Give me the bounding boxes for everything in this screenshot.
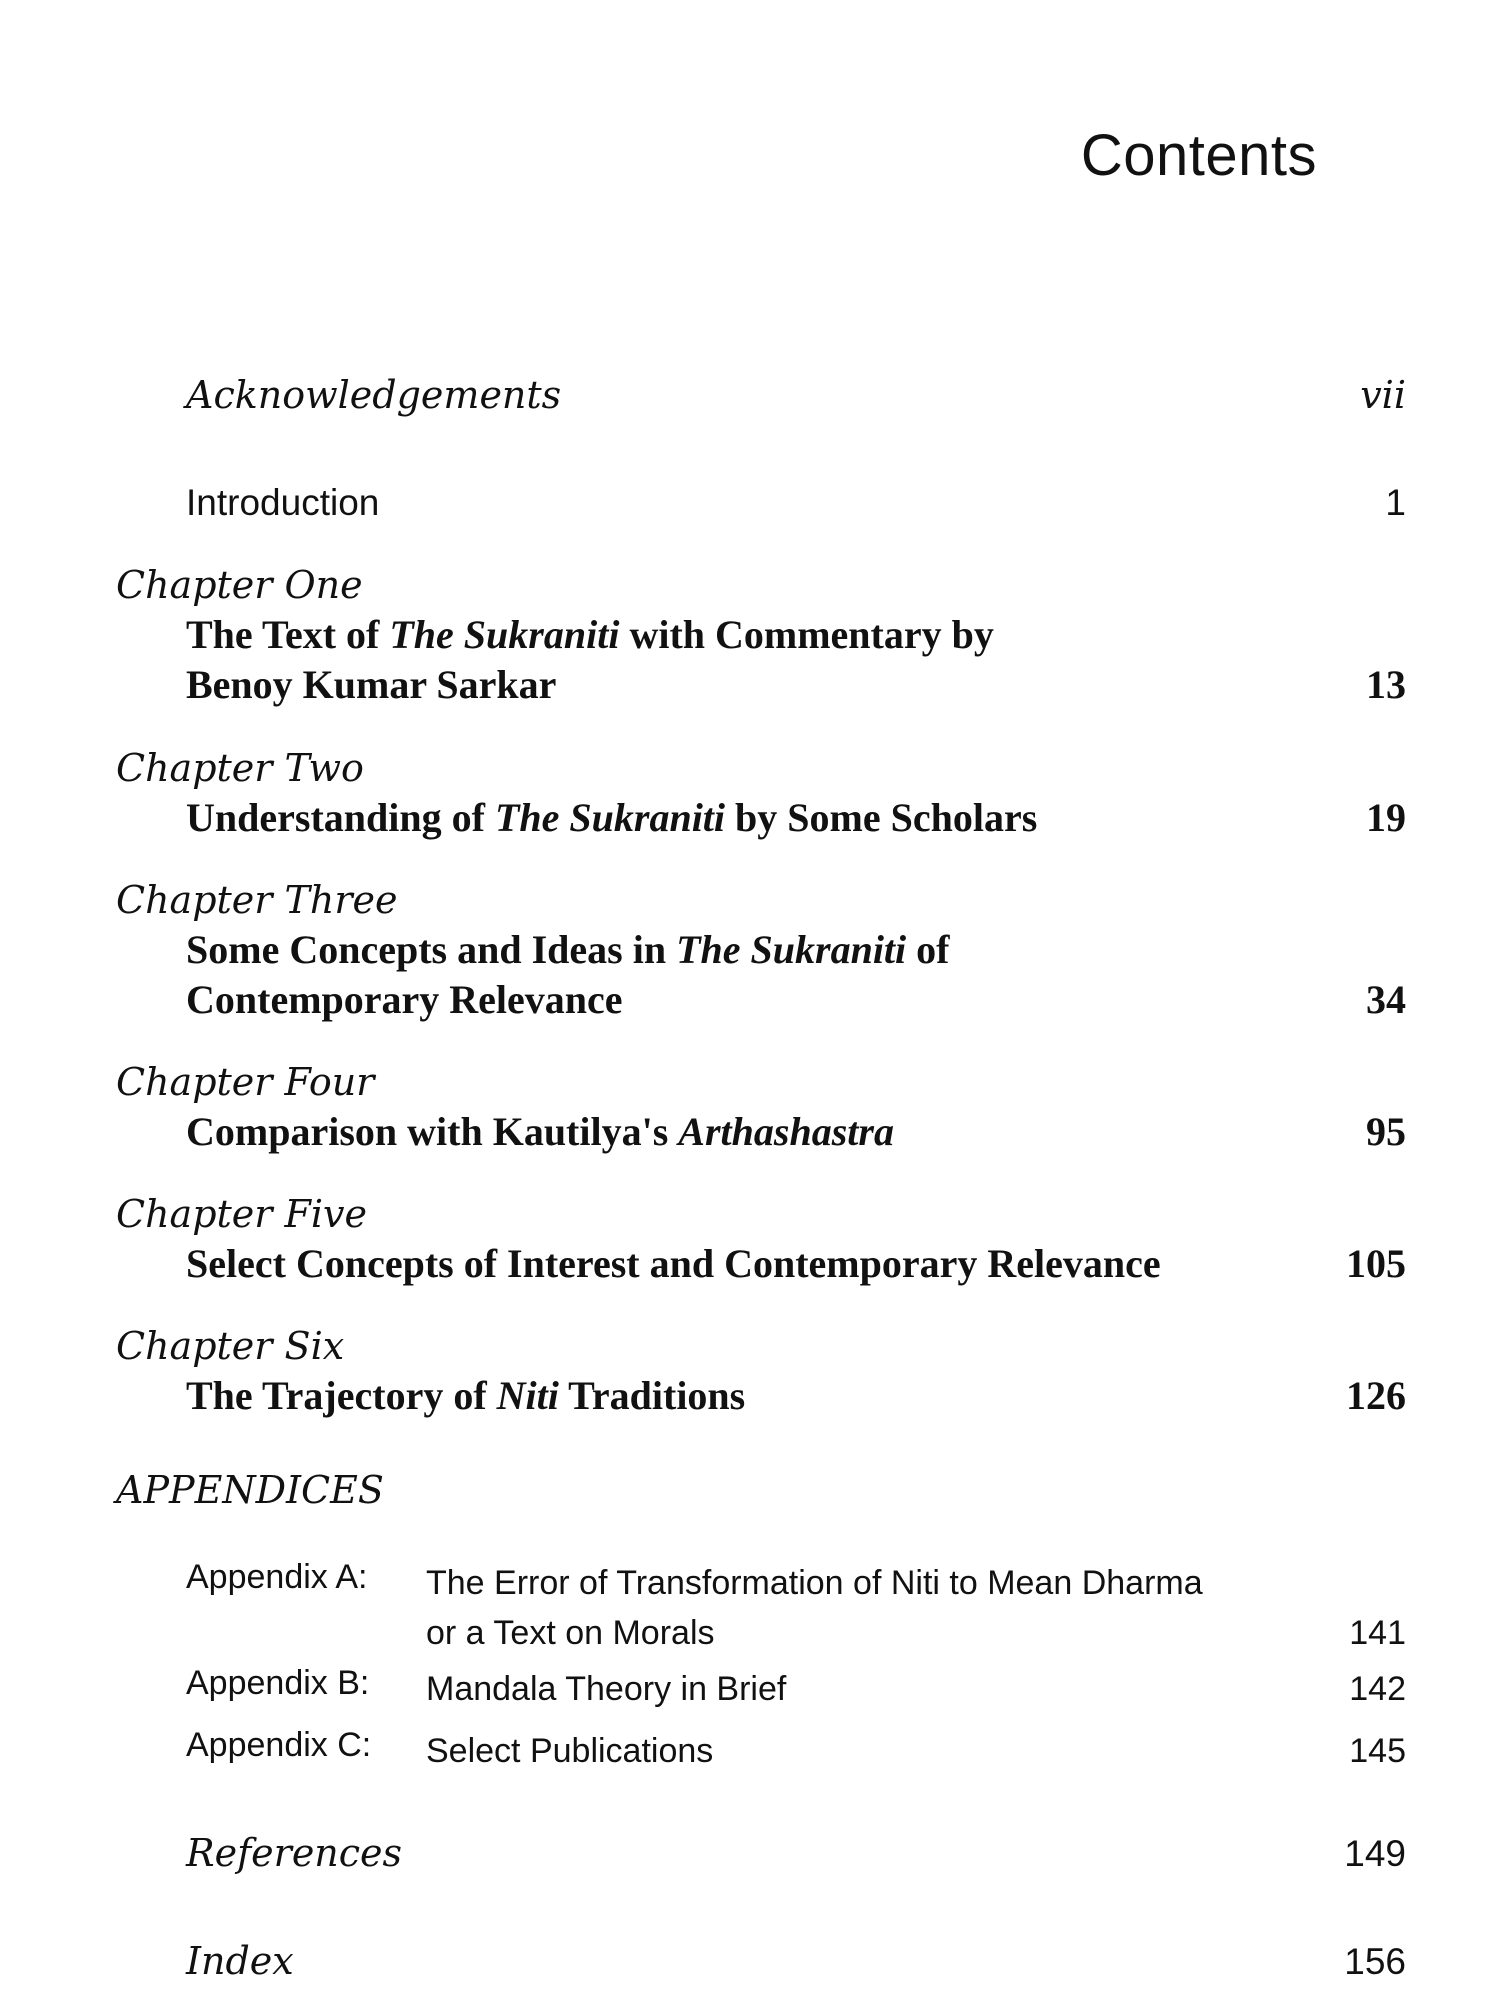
appendix-page: 141 — [1349, 1614, 1406, 1652]
chapter-title: The Trajectory of Niti Traditions 126 — [116, 1371, 1406, 1421]
chapter-label: Chapter Three — [116, 878, 398, 922]
entry-label: Introduction — [186, 482, 380, 523]
entry-page: 149 — [1344, 1833, 1406, 1874]
chapter-label: Chapter Two — [116, 746, 364, 790]
chapter-page: 13 — [1366, 662, 1406, 707]
toc-entry-index[interactable] — [186, 1936, 1406, 1987]
toc-chapter-three[interactable] — [116, 875, 1406, 1025]
entry-label: Acknowledgements — [186, 373, 562, 417]
chapter-title: Select Concepts of Interest and Contemporary Relevance 105 — [116, 1239, 1406, 1289]
toc-appendix-c[interactable] — [186, 1726, 1406, 1776]
entry-label: Index — [186, 1939, 294, 1983]
appendix-title-line1: The Error of Transformation of Niti to Mean Dharma — [426, 1564, 1203, 1602]
entry-page: vii — [1360, 373, 1406, 417]
appendix-page: 142 — [1349, 1670, 1406, 1708]
chapter-title: Understanding of The Sukraniti by Some Scholars 19 — [116, 793, 1406, 843]
chapter-page: 19 — [1366, 795, 1406, 840]
chapter-page: 105 — [1346, 1241, 1406, 1286]
chapter-label: Chapter One — [116, 563, 363, 607]
appendix-label: Appendix C: — [186, 1726, 372, 1764]
toc-entry-introduction[interactable] — [186, 478, 1406, 528]
entry-label: References — [186, 1831, 403, 1875]
entry-page: 1 — [1385, 482, 1406, 523]
toc-chapter-five[interactable] — [116, 1189, 1406, 1289]
toc-chapter-one[interactable] — [116, 560, 1406, 710]
appendix-label: Appendix B: — [186, 1664, 370, 1702]
toc-chapter-six[interactable] — [116, 1321, 1406, 1421]
page-title: Contents — [1080, 123, 1317, 188]
chapter-label: Chapter Four — [116, 1060, 375, 1104]
toc-chapter-four[interactable] — [116, 1057, 1406, 1157]
chapter-page: 95 — [1366, 1109, 1406, 1154]
chapter-page: 126 — [1346, 1373, 1406, 1418]
appendix-label: Appendix A: — [186, 1558, 368, 1596]
toc-appendix-a[interactable] — [186, 1558, 1406, 1658]
toc-appendix-b[interactable] — [186, 1664, 1406, 1714]
chapter-title: Comparison with Kautilya's Arthashastra 95 — [116, 1107, 1406, 1157]
appendix-page: 145 — [1349, 1732, 1406, 1770]
toc-chapter-two[interactable] — [116, 743, 1406, 843]
chapter-title: The Text of The Sukraniti with Commentary by Benoy Kumar Sarkar 13 — [116, 610, 1406, 710]
toc-entry-references[interactable] — [186, 1828, 1406, 1879]
chapter-label: Chapter Five — [116, 1192, 368, 1236]
toc-entry-acknowledgements[interactable] — [186, 370, 1406, 420]
chapter-label: Chapter Six — [116, 1324, 345, 1368]
appendix-title-line2: or a Text on Morals — [426, 1614, 715, 1652]
appendix-title-line1: Select Publications — [426, 1732, 714, 1770]
entry-page: 156 — [1344, 1941, 1406, 1982]
chapter-page: 34 — [1366, 977, 1406, 1022]
appendix-title-line1: Mandala Theory in Brief — [426, 1670, 787, 1708]
chapter-title: Some Concepts and Ideas in The Sukraniti of Contemporary Relevance 34 — [116, 925, 1406, 1025]
appendices-heading: APPENDICES — [116, 1468, 384, 1512]
